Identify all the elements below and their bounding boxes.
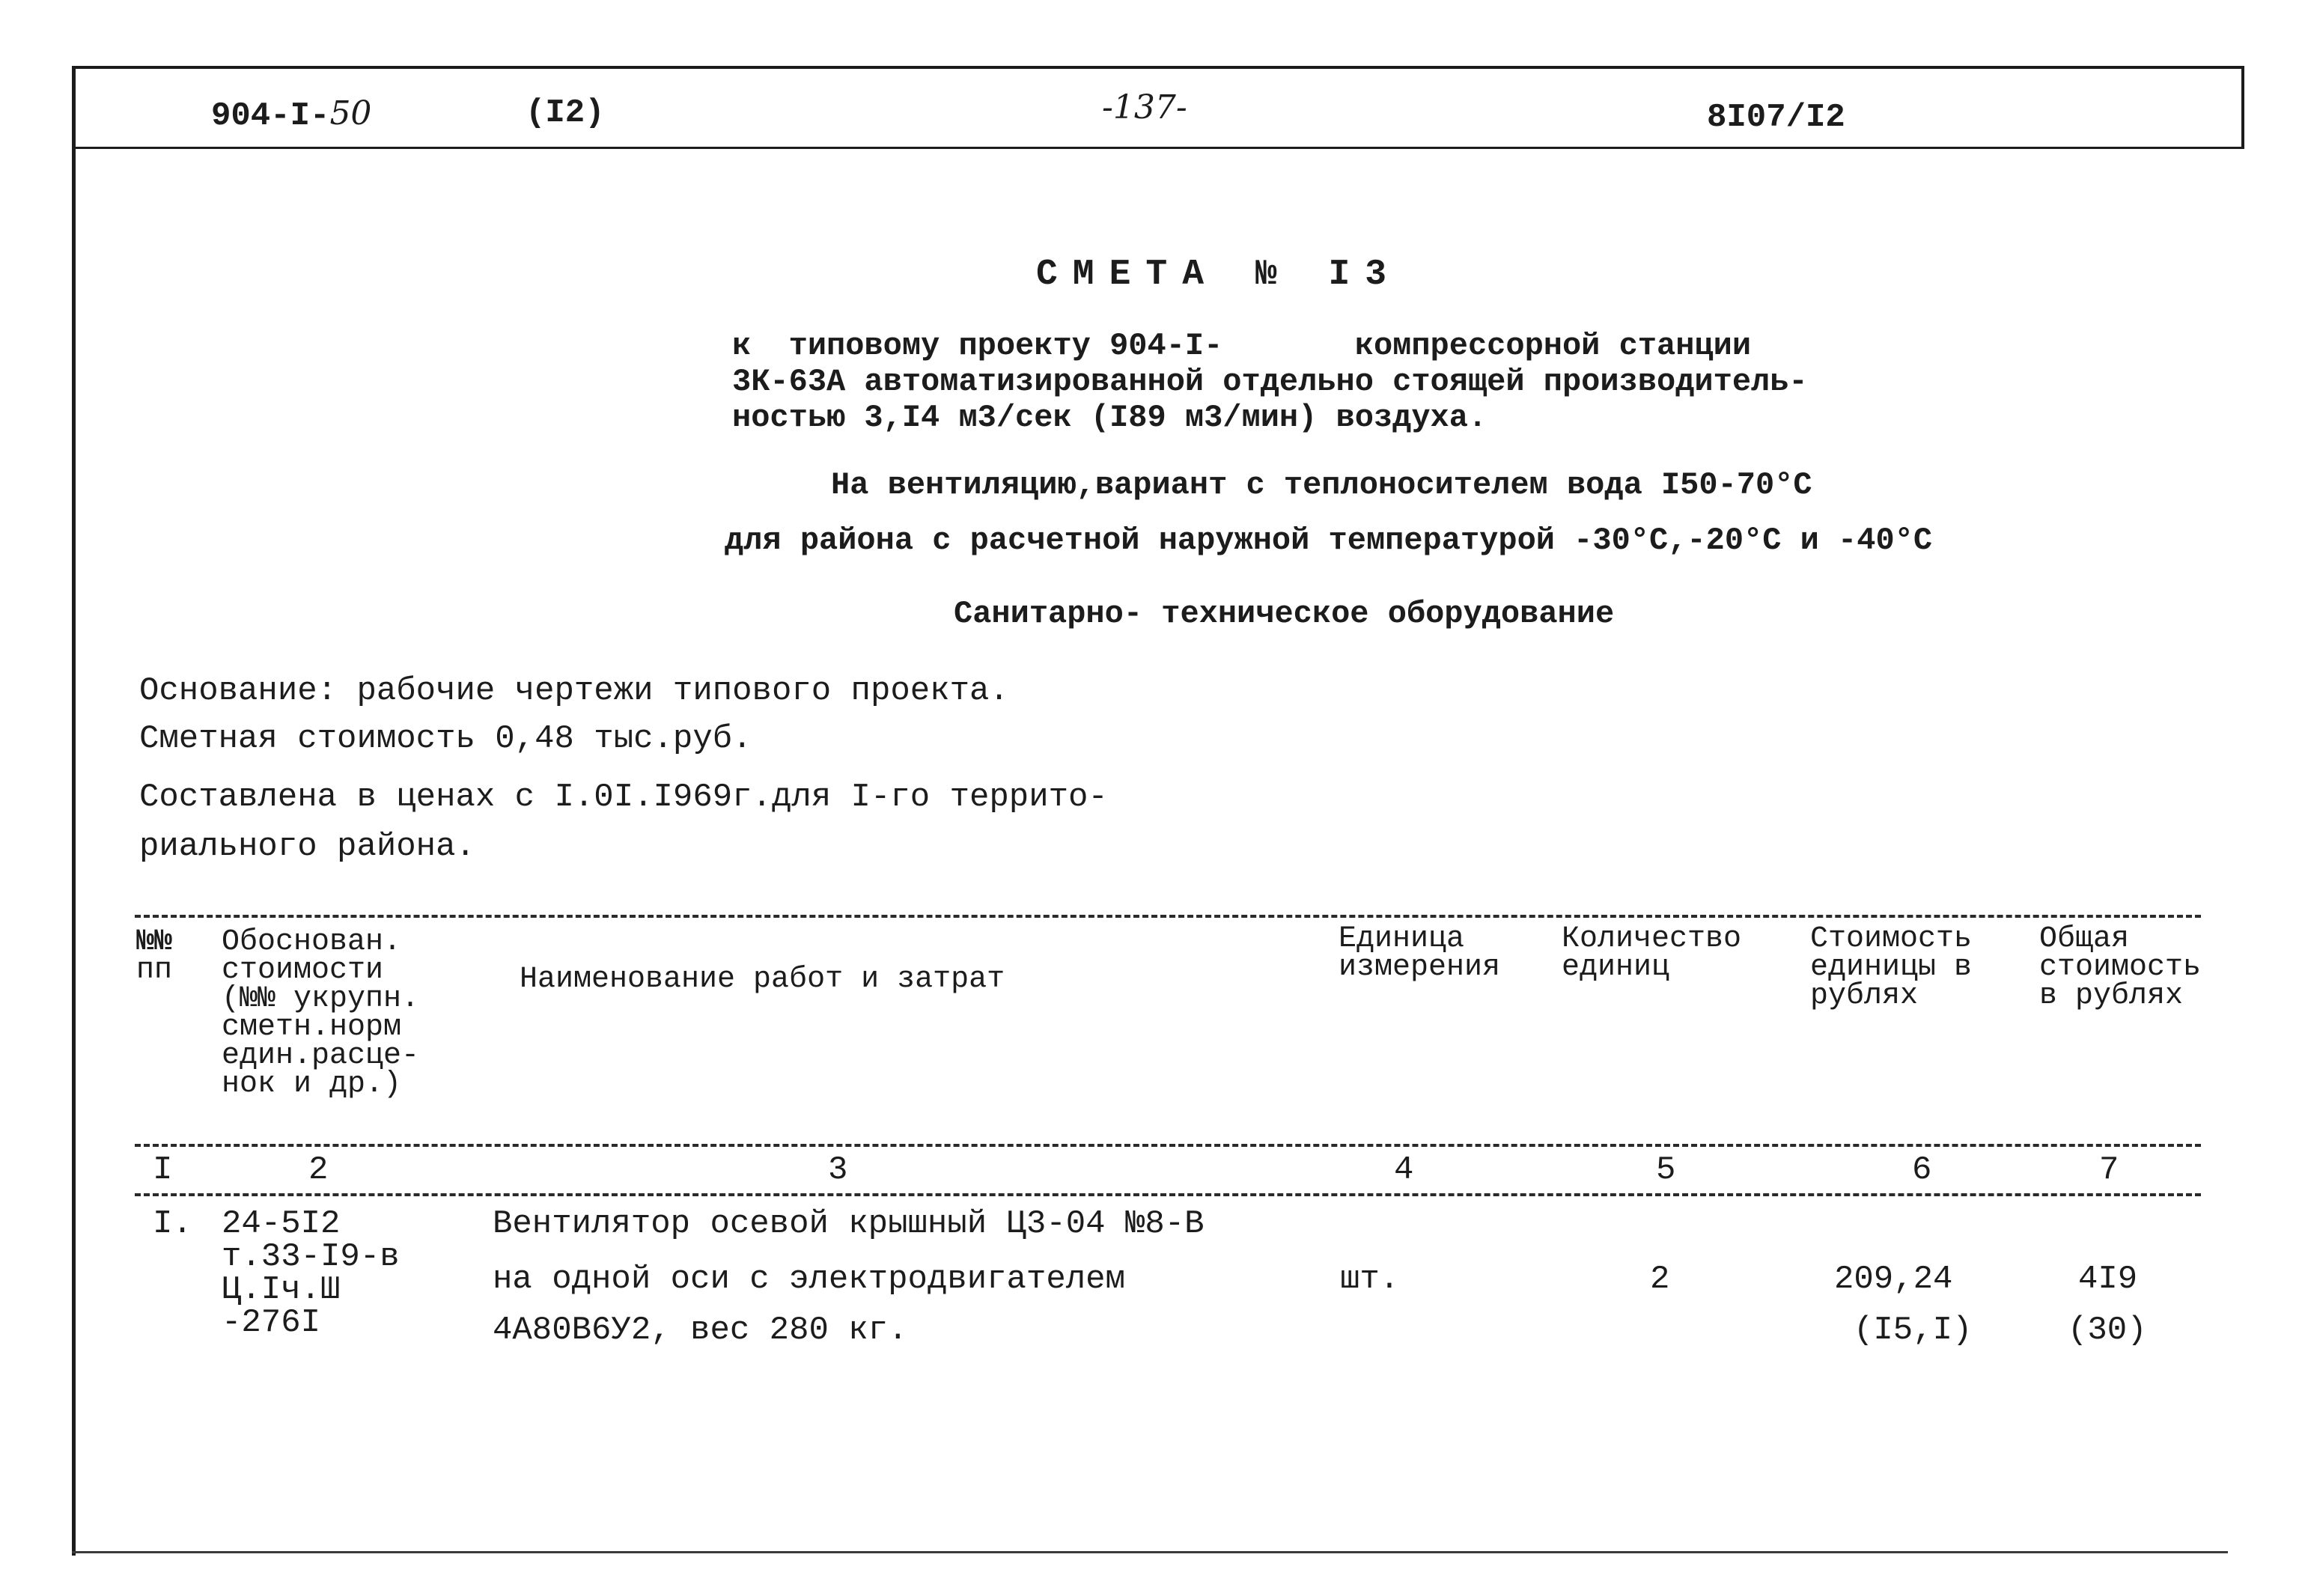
header-col7-line3: в рублях [2039,979,2184,1013]
frame-top-border [72,66,2243,69]
estimate-title: СМЕТА № I3 [1036,255,1402,295]
subject-line-2: 3К-63А автоматизированной отдельно стоящей производитель- [732,364,1808,400]
project-code-handwritten: 50 [329,94,372,133]
table-header-rule [135,1144,2201,1147]
page-number: -137- [1102,88,1187,127]
table-top-rule [135,915,2201,918]
column-number: 5 [1656,1151,1676,1189]
header-col5-line1: Количество [1562,922,1742,956]
row-total-cost: 4I9 [2078,1261,2138,1298]
frame-bottom-border [72,1551,2228,1553]
row-number: I. [153,1205,192,1243]
row-description-line1: Вентилятор осевой крышный Ц3-04 №8-В [493,1205,1205,1243]
column-number: 6 [1912,1151,1932,1189]
header-col5-line2: единиц [1562,951,1670,984]
header-col4-line1: Единица [1339,922,1465,956]
section-number: (I2) [526,94,605,132]
header-col6-line3: рублях [1810,979,1919,1013]
frame-left-border [72,66,76,1556]
equipment-category: Санитарно- техническое оборудование [954,596,1615,632]
subject-line-1: к типовому проекту 904-I- компрессорной станции [732,328,1752,364]
document-number: 8I07/I2 [1707,99,1845,136]
row-unit-cost: 209,24 [1834,1261,1953,1298]
purpose-line-2: для района с расчетной наружной температурой -30°C,-20°C и -40°C [725,523,1933,558]
header-rule [72,147,2244,149]
header-col7-line2: стоимость [2039,951,2202,984]
header-col2-line4: сметн.норм [222,1011,402,1044]
header-col1-line2: пп [136,954,173,987]
row-unit-cost-sub: (I5,I) [1854,1312,1973,1349]
row-basis-line2: т.33-I9-в [222,1238,400,1276]
header-col2-line2: стоимости [222,954,384,987]
row-unit: шт. [1340,1261,1400,1298]
purpose-line-1: На вентиляцию,вариант с теплоносителем вода I50-70°C [831,467,1812,503]
header-col2-line3: (№№ укрупн. [222,982,420,1016]
header-col1-line1: №№ [136,925,173,959]
prices-line-2: риального района. [139,828,475,865]
header-col3: Наименование работ и затрат [520,963,1005,996]
row-quantity: 2 [1650,1261,1670,1298]
frame-right-border [2241,66,2244,148]
column-number: I [153,1151,173,1189]
row-basis-line1: 24-5I2 [222,1205,341,1243]
header-col6-line1: Стоимость [1810,922,1973,956]
header-col2-line6: нок и др.) [222,1067,402,1101]
column-number: 2 [308,1151,329,1189]
row-description-line2: на одной оси с электродвигателем [493,1261,1125,1298]
row-total-cost-sub: (30) [2068,1312,2147,1349]
row-description-line3: 4А80В6У2, вес 280 кг. [493,1312,908,1349]
header-col4-line2: измерения [1339,951,1501,984]
header-col7-line1: Общая [2039,922,2130,956]
row-basis-line3: Ц.Iч.Ш [222,1271,341,1309]
header-col6-line2: единицы в [1810,951,1973,984]
column-number: 3 [828,1151,848,1189]
row-basis-line4: -276I [222,1304,321,1341]
estimated-cost-line: Сметная стоимость 0,48 тыс.руб. [139,720,752,758]
prices-line-1: Составлена в ценах с I.0I.I969г.для I-го террито- [139,779,1108,816]
header-col2-line1: Обоснован. [222,925,402,959]
header-col2-line5: един.расце- [222,1039,420,1073]
column-number: 4 [1394,1151,1414,1189]
basis-line: Основание: рабочие чертежи типового проекта. [139,672,1009,710]
column-number-rule [135,1193,2201,1196]
column-number: 7 [2099,1151,2119,1189]
project-code: 904-I-50 [211,94,372,135]
subject-line-3: ностью 3,I4 м3/сек (I89 м3/мин) воздуха. [732,400,1488,436]
